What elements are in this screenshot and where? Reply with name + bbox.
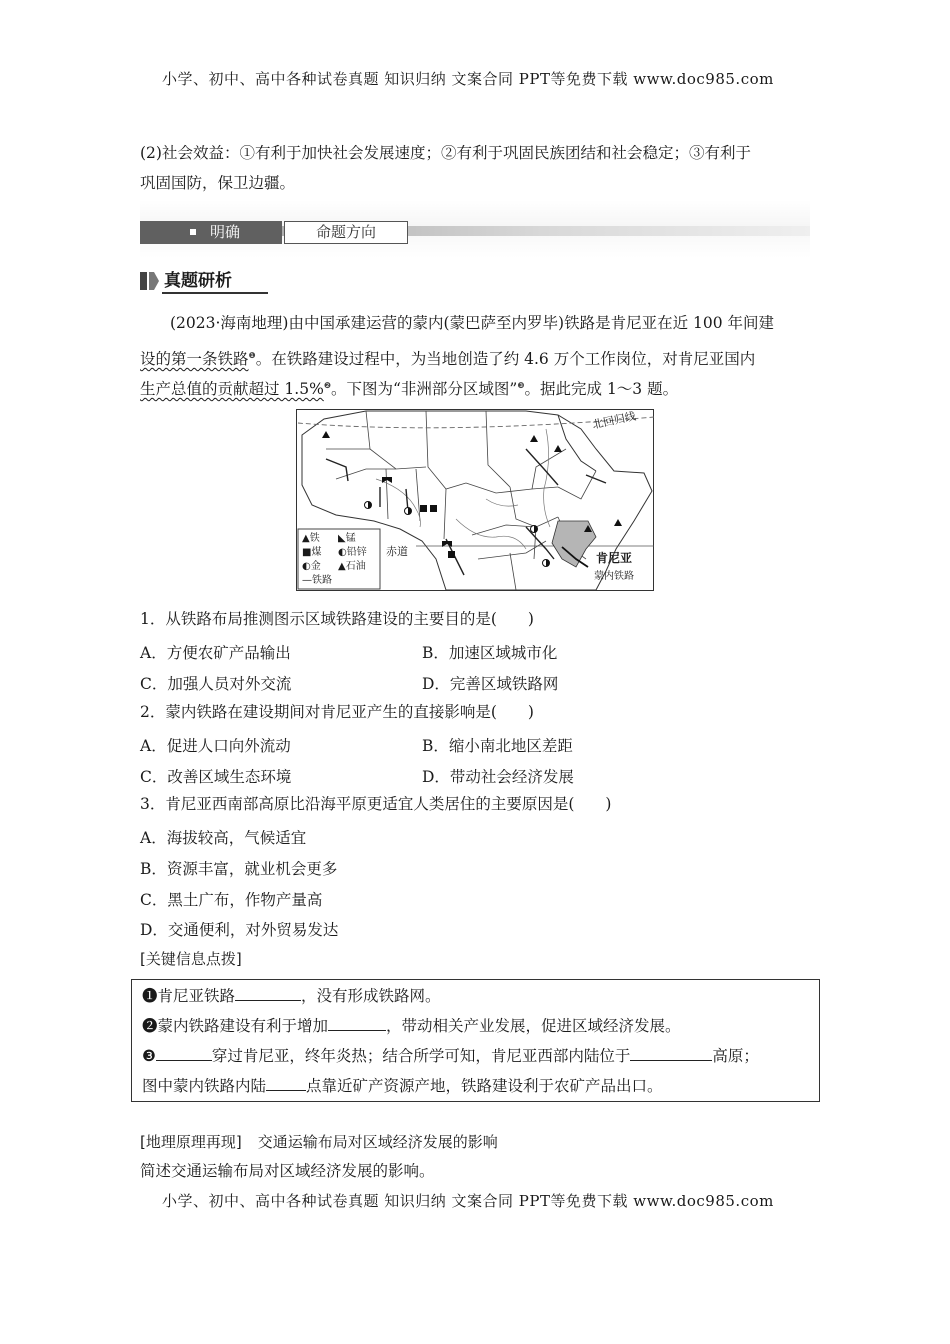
legend-item-coal (302, 546, 338, 560)
key-info-line-2 (142, 1014, 681, 1036)
question-3-stem: 3．肯尼亚西南部高原比沿海平原更适宜人类居住的主要原因是( ) (140, 795, 612, 813)
key-info-text: ，带动相关产业发展，促进区域经济发展。 (386, 1017, 681, 1035)
section-banner (140, 200, 810, 258)
question-2-option-b[interactable]: B．缩小南北地区差距 (422, 737, 573, 755)
legend-item-iron (302, 532, 338, 546)
passage-line-1: (2023·海南地理)由中国承建运营的蒙内(蒙巴萨至内罗毕)铁路是肯尼亚在近 100 年间建 (170, 314, 775, 332)
key-info-text: 高原； (712, 1047, 759, 1065)
passage-highlight-1: 设的第一条铁路 (140, 350, 249, 369)
key-info-text: ❶肯尼亚铁路 (142, 987, 236, 1005)
kenya-label: 肯尼亚 (596, 551, 633, 565)
question-2-option-d[interactable]: D．带动社会经济发展 (422, 768, 574, 786)
subhead-underline (162, 292, 268, 294)
principle-topic: 交通运输布局对区域经济发展的影响 (257, 1133, 498, 1151)
legend-item-oil (338, 560, 366, 574)
blank-field-5[interactable] (266, 1076, 306, 1091)
blank-field-4[interactable] (630, 1046, 712, 1061)
lead-zinc-icon: ◐ (338, 547, 347, 558)
key-info-text: ❸ (142, 1047, 156, 1065)
key-info-text: ，没有形成铁路网。 (301, 987, 441, 1005)
legend-label: 石油 (345, 561, 366, 572)
tropic-label: 北回归线 (591, 409, 637, 432)
marker-2: ❷ (323, 381, 331, 390)
legend-label: 锰 (345, 533, 356, 544)
question-3-option-a[interactable]: A．海拔较高，气候适宜 (140, 829, 307, 847)
marker-1: ❶ (248, 351, 256, 360)
blank-field-1[interactable] (235, 986, 301, 1001)
question-3-option-b[interactable]: B．资源丰富，就业机会更多 (140, 860, 338, 878)
coal-icon: ■ (302, 547, 312, 558)
principle-title (140, 1131, 498, 1152)
key-info-line-4 (142, 1074, 663, 1096)
double-bar-icon (140, 272, 160, 290)
equator-label: 赤道 (386, 545, 408, 558)
square-icon (190, 229, 196, 235)
legend-label: 铅锌 (346, 547, 367, 558)
key-info-text: 点靠近矿产资源产地，铁路建设利于农矿产品出口。 (306, 1077, 663, 1095)
railway-line-icon: — (302, 575, 312, 586)
legend-item-lead-zinc (338, 546, 367, 560)
question-1-option-b[interactable]: B．加速区域城市化 (422, 644, 558, 662)
legend-label: 金 (310, 561, 321, 572)
subhead-title: 真题研析 (164, 271, 232, 291)
question-1-option-a[interactable]: A．方便农矿产品输出 (140, 644, 291, 662)
intro-line-1: (2)社会效益：①有利于加快社会发展速度；②有利于巩固民族团结和社会稳定；③有利于 (140, 144, 751, 162)
principle-tag: [地理原理再现] (140, 1133, 242, 1151)
question-3-option-d[interactable]: D．交通便利，对外贸易发达 (140, 921, 339, 939)
question-1-option-c[interactable]: C．加强人员对外交流 (140, 675, 292, 693)
question-2-stem: 2．蒙内铁路在建设期间对肯尼亚产生的直接影响是( ) (140, 703, 534, 721)
iron-icon: ▲ (302, 533, 310, 544)
intro-line-2: 巩固国防，保卫边疆。 (140, 174, 296, 192)
legend-item-gold (302, 560, 338, 574)
manganese-icon: ◣ (338, 533, 346, 544)
gold-icon: ◐ (302, 561, 311, 572)
africa-map (296, 409, 654, 591)
legend-label: 铁路 (312, 575, 332, 586)
legend-item-manganese (338, 532, 356, 546)
question-2-option-c[interactable]: C．改善区域生态环境 (140, 768, 292, 786)
marker-3: ❸ (517, 381, 525, 390)
passage-text-3: 。下图为“非洲部分区域图” (330, 380, 518, 399)
key-info-line-1 (142, 984, 441, 1006)
principle-body: 简述交通运输布局对区域经济发展的影响。 (140, 1162, 435, 1180)
legend-label: 铁 (309, 533, 320, 544)
railway-label: 蒙内铁路 (594, 571, 634, 582)
banner-tag-dark-label: 明确 (210, 223, 241, 241)
passage-line-3 (140, 370, 678, 405)
key-info-line-3 (142, 1044, 759, 1066)
banner-tag-light: 命题方向 (284, 221, 408, 244)
question-1-option-d[interactable]: D．完善区域铁路网 (422, 675, 559, 693)
question-3-option-c[interactable]: C．黑土广布，作物产量高 (140, 891, 323, 909)
passage-text-2: 。在铁路建设过程中，为当地创造了约 4.6 万个工作岗位，对肯尼亚国内 (255, 350, 756, 369)
oil-icon: ▲ (338, 561, 346, 572)
page-footer: 小学、初中、高中各种试卷真题 知识归纳 文案合同 PPT等免费下载 www.doc985.com (162, 1192, 774, 1210)
passage-text-4: 。据此完成 1～3 题。 (524, 380, 679, 399)
blank-field-3[interactable] (156, 1046, 212, 1061)
blank-field-2[interactable] (328, 1016, 386, 1031)
key-info-text: ❷蒙内铁路建设有利于增加 (142, 1017, 329, 1035)
key-info-title: [关键信息点拨] (140, 950, 242, 968)
question-1-stem: 1．从铁路布局推测图示区域铁路建设的主要目的是( ) (140, 610, 534, 628)
key-info-text: 穿过肯尼亚，终年炎热；结合所学可知，肯尼亚西部内陆位于 (211, 1047, 631, 1065)
banner-tag-dark (140, 221, 282, 244)
legend-item-railway (302, 574, 380, 588)
legend-label: 煤 (311, 547, 322, 558)
key-info-text: 图中蒙内铁路内陆 (142, 1077, 267, 1095)
key-info-box (131, 979, 820, 1102)
map-legend (302, 532, 380, 588)
question-2-option-a[interactable]: A．促进人口向外流动 (140, 737, 291, 755)
page-header: 小学、初中、高中各种试卷真题 知识归纳 文案合同 PPT等免费下载 www.doc985.com (162, 70, 774, 88)
passage-highlight-2: 生产总值的贡献超过 1.5% (140, 380, 324, 399)
